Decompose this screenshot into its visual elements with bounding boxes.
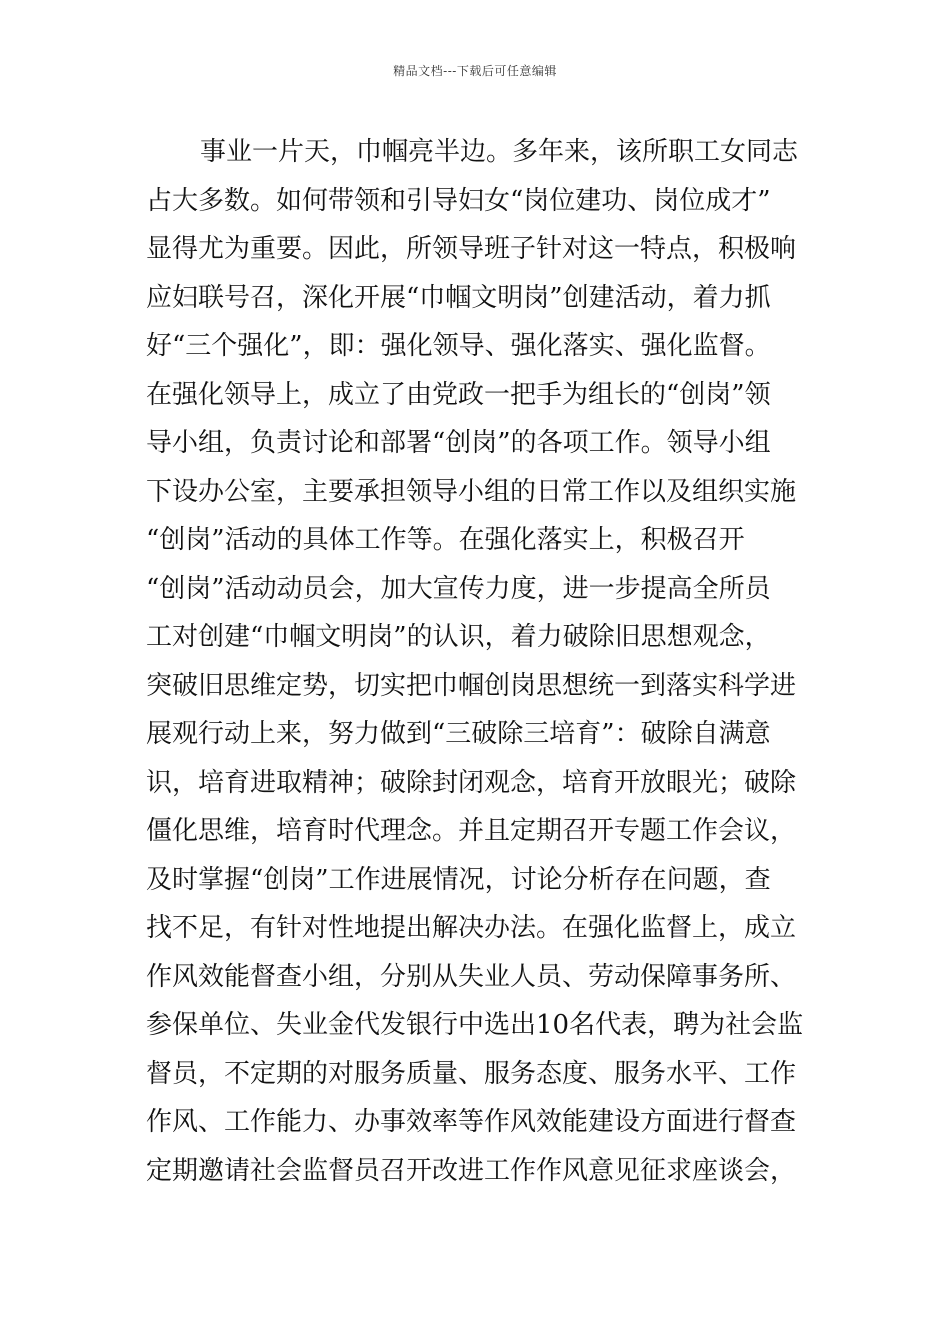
paragraph-line: 下设办公室，主要承担领导小组的日常工作以及组织实施 <box>146 476 797 507</box>
paragraph-line: 占大多数。如何带领和引导妇女“岗位建功、岗位成才” <box>146 185 771 216</box>
paragraph-line: 定期邀请社会监督员召开改进工作作风意见征求座谈会， <box>146 1155 797 1186</box>
page-header: 精品文档---下载后可任意编辑 <box>393 64 557 78</box>
paragraph-line: 找不足，有针对性地提出解决办法。在强化监督上，成立 <box>146 913 797 943</box>
paragraph-line: 作风、工作能力、办事效率等作风效能建设方面进行督查 <box>146 1107 797 1137</box>
paragraph-line: 显得尤为重要。因此，所领导班子针对这一特点，积极响 <box>146 234 797 264</box>
body-paragraph <box>146 128 806 1195</box>
paragraph-line: 及时掌握“创岗”工作进展情况，讨论分析存在问题，查 <box>146 864 771 895</box>
paragraph-line: 识，培育进取精神；破除封闭观念，培育开放眼光；破除 <box>146 767 797 798</box>
paragraph-line: 事业一片天，巾帼亮半边。多年来，该所职工女同志 <box>200 137 799 167</box>
paragraph-line: 导小组，负责讨论和部署“创岗”的各项工作。领导小组 <box>146 428 771 458</box>
paragraph-line: 督员，不定期的对服务质量、服务态度、服务水平、工作 <box>146 1058 797 1089</box>
paragraph-line: 作风效能督查小组，分别从失业人员、劳动保障事务所、 <box>146 961 797 992</box>
paragraph-line: 展观行动上来，努力做到“三破除三培育”：破除自满意 <box>146 719 771 749</box>
paragraph-line: 僵化思维，培育时代理念。并且定期召开专题工作会议， <box>146 816 797 846</box>
paragraph-line: 应妇联号召，深化开展“巾帼文明岗”创建活动，着力抓 <box>146 282 771 313</box>
paragraph-line: 工对创建“巾帼文明岗”的认识，着力破除旧思想观念， <box>146 622 771 652</box>
paragraph-line: 突破旧思维定势，切实把巾帼创岗思想统一到落实科学进 <box>146 670 797 701</box>
paragraph-line: 在强化领导上，成立了由党政一把手为组长的“创岗”领 <box>146 379 771 410</box>
paragraph-line: “创岗”活动的具体工作等。在强化落实上，积极召开 <box>146 525 745 555</box>
paragraph-line: 参保单位、失业金代发银行中选出10名代表，聘为社会监 <box>146 1010 804 1040</box>
paragraph-line: “创岗”活动动员会，加大宣传力度，进一步提高全所员 <box>146 573 771 604</box>
paragraph-line: 好“三个强化”，即：强化领导、强化落实、强化监督。 <box>146 331 771 361</box>
